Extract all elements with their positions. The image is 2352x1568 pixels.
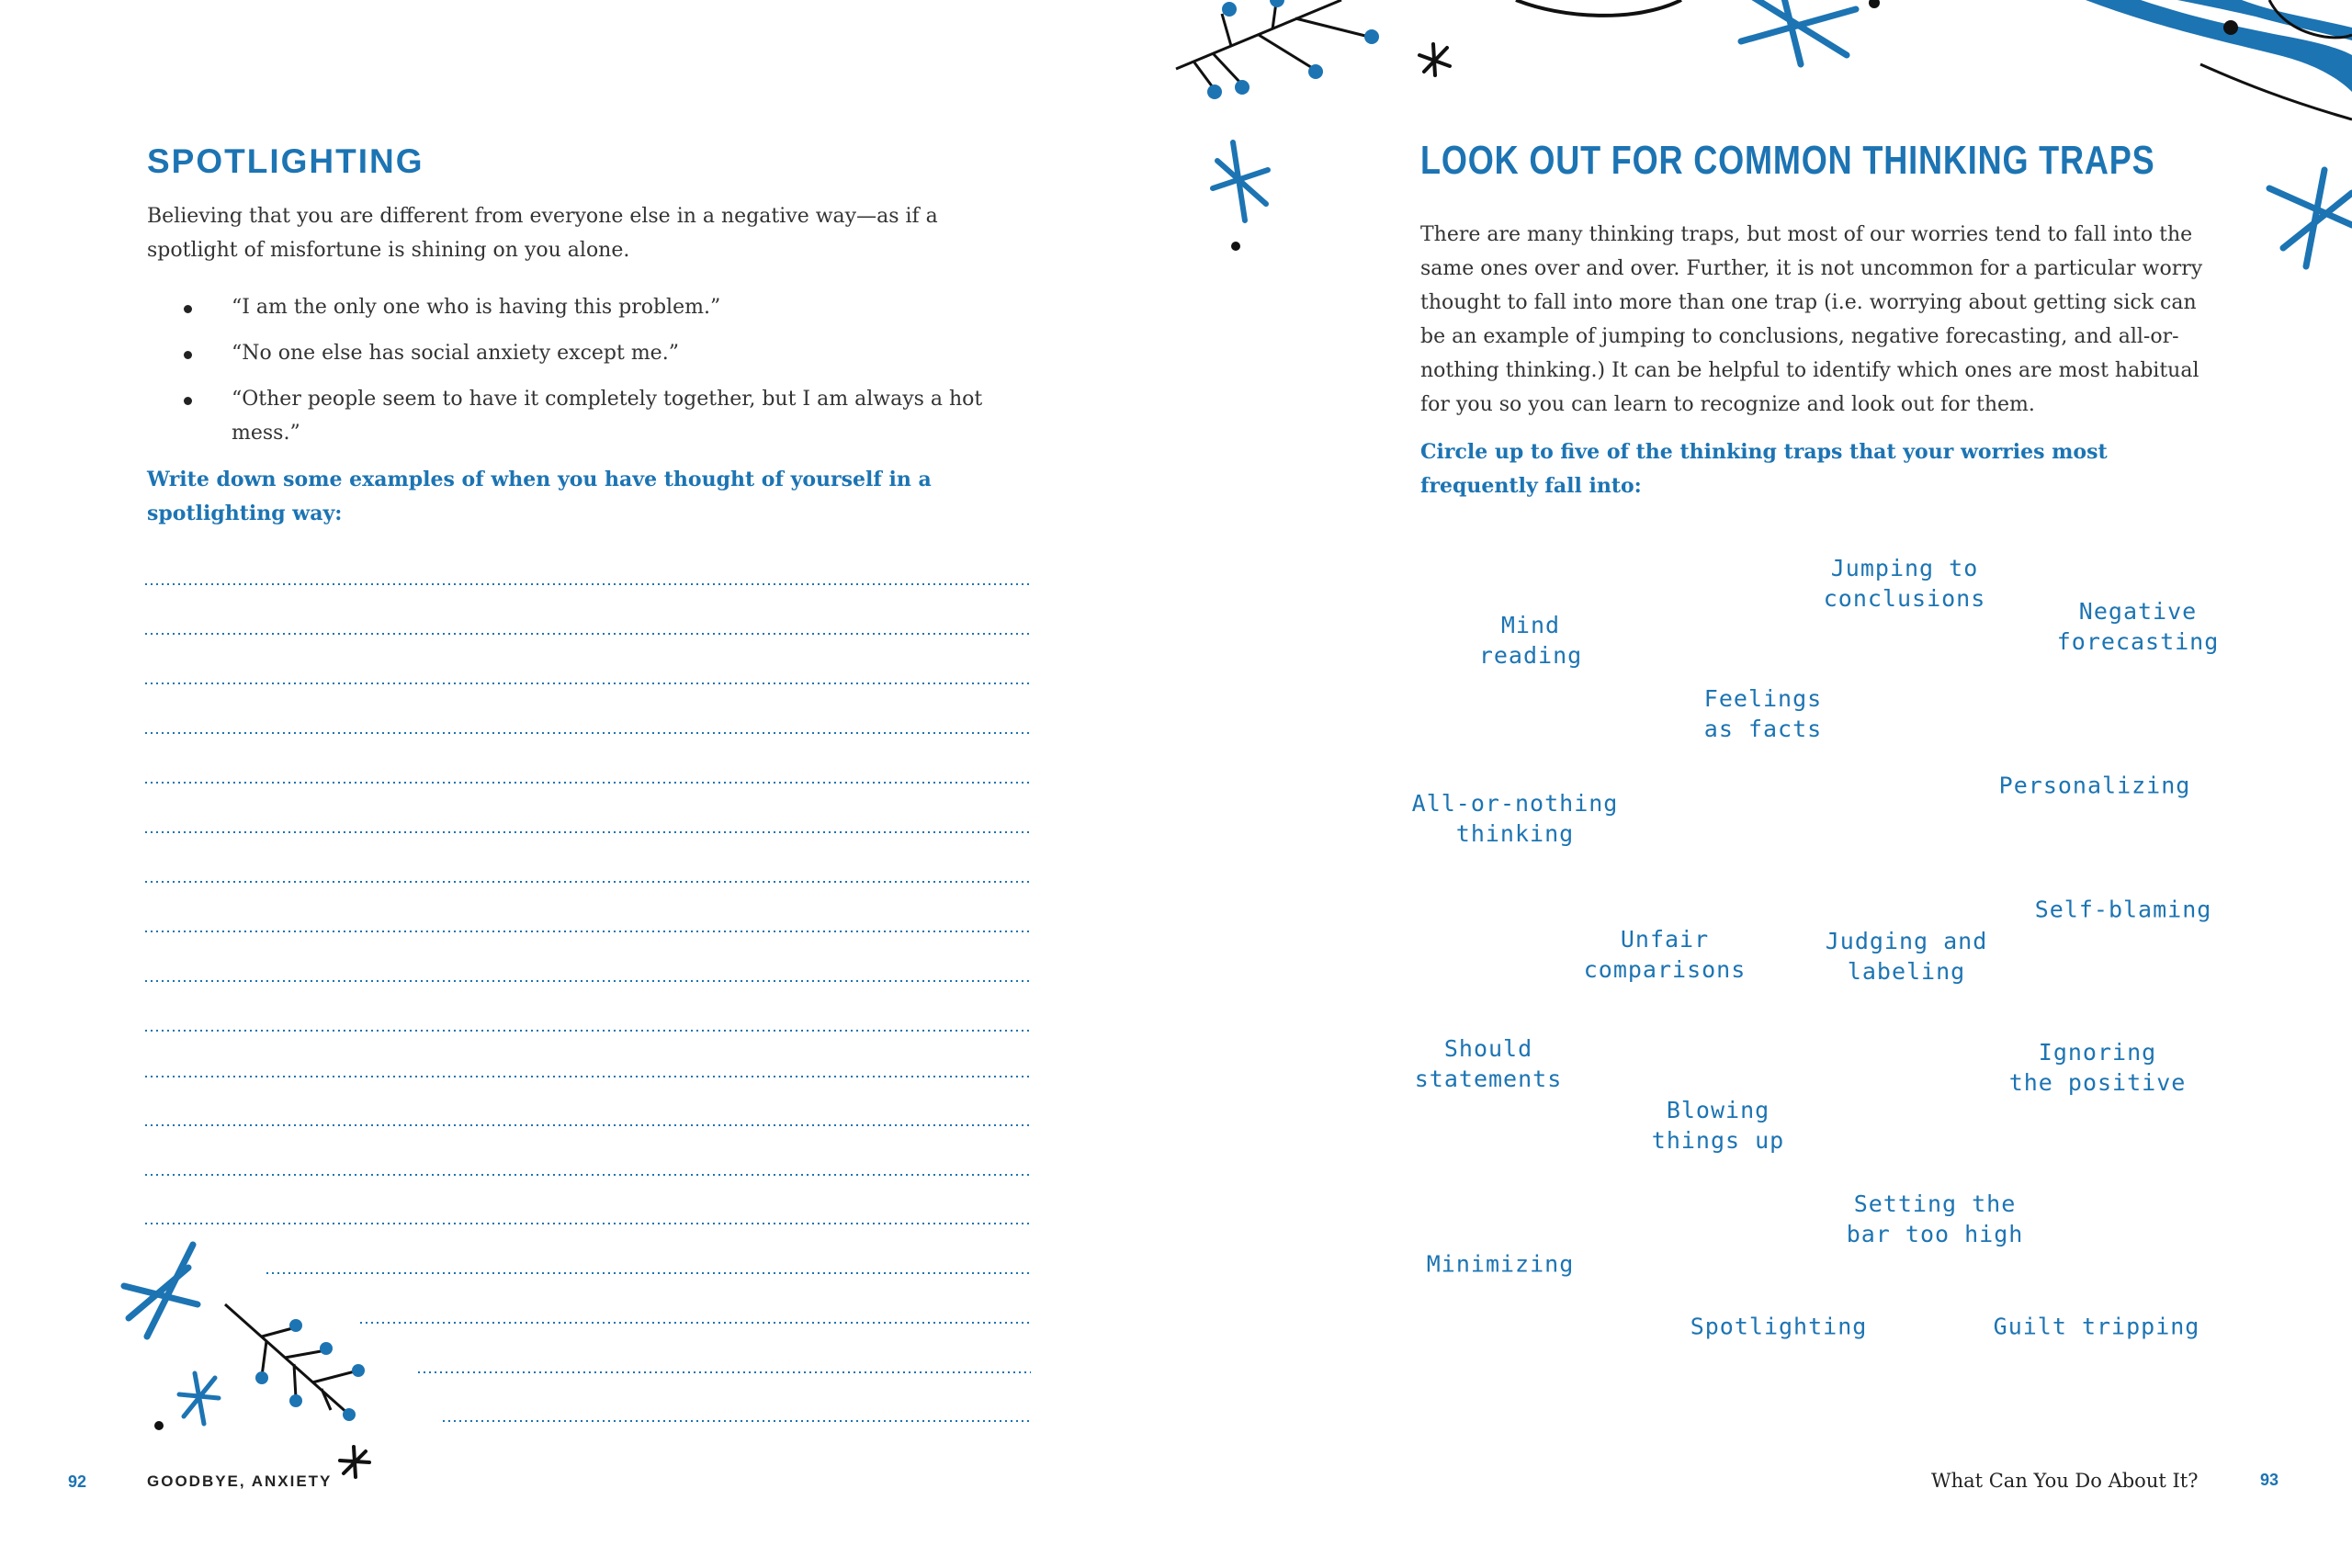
trap-ignoring-the-positive[interactable]: Ignoring the positive [2008, 1039, 2187, 1096]
example-text: “No one else has social anxiety except me.” [232, 342, 679, 365]
page-number-left: 92 [68, 1472, 87, 1491]
trap-jumping-to-conclusions[interactable]: Jumping to conclusions [1823, 555, 1986, 612]
running-head-right: What Can You Do About It? [1931, 1470, 2199, 1492]
trap-blowing-things-up[interactable]: Blowing things up [1651, 1097, 1785, 1154]
trap-all-or-nothing-thinking[interactable]: All-or-nothing thinking [1411, 790, 1619, 847]
running-head-left: GOODBYE, ANXIETY [147, 1472, 333, 1490]
trap-spotlighting[interactable]: Spotlighting [1690, 1313, 1868, 1340]
trap-negative-forecasting[interactable]: Negative forecasting [2056, 598, 2220, 655]
trap-mind-reading[interactable]: Mind reading [1478, 612, 1583, 669]
trap-personalizing[interactable]: Personalizing [1998, 772, 2191, 799]
trap-unfair-comparisons[interactable]: Unfair comparisons [1583, 926, 1747, 983]
trap-feelings-as-facts[interactable]: Feelings as facts [1703, 685, 1823, 742]
right-page-heading: LOOK OUT FOR COMMON THINKING TRAPS [1420, 138, 2155, 183]
trap-should-statements[interactable]: Should statements [1414, 1035, 1563, 1092]
example-text: “Other people seem to have it completely together, but I am always a hot mess.” [232, 388, 983, 445]
page-number-right: 93 [2260, 1471, 2279, 1489]
trap-setting-the-bar-too-high[interactable]: Setting the bar too high [1846, 1190, 2024, 1247]
thinking-traps-intro: There are many thinking traps, but most of our worries tend to fall into the same ones over and over. Further, it is not uncommon for a particular worry thought to fall into more than one trap (i.e. worrying about getting sick can be an example of jumping to conclusions, negative forecasting, and all-or-nothing thinking.) It can be helpful to identify which ones are most habitual for you so you can learn to recognize and look out for them. [1420, 223, 2203, 416]
left-page-heading: SPOTLIGHTING [147, 142, 424, 180]
trap-guilt-tripping[interactable]: Guilt tripping [1993, 1313, 2200, 1340]
circle-prompt: Circle up to five of the thinking traps that your worries most frequently fall into: [1420, 440, 2108, 498]
trap-self-blaming[interactable]: Self-blaming [2034, 896, 2212, 923]
spotlighting-definition: Believing that you are different from everyone else in a negative way—as if a spotlight of misfortune is shining on you alone. [147, 205, 938, 262]
trap-minimizing[interactable]: Minimizing [1426, 1250, 1575, 1278]
trap-judging-and-labeling[interactable]: Judging and labeling [1825, 928, 1988, 985]
writing-prompt: Write down some examples of when you have thought of yourself in a spotlighting way: [147, 468, 932, 525]
example-text: “I am the only one who is having this problem.” [232, 296, 721, 319]
